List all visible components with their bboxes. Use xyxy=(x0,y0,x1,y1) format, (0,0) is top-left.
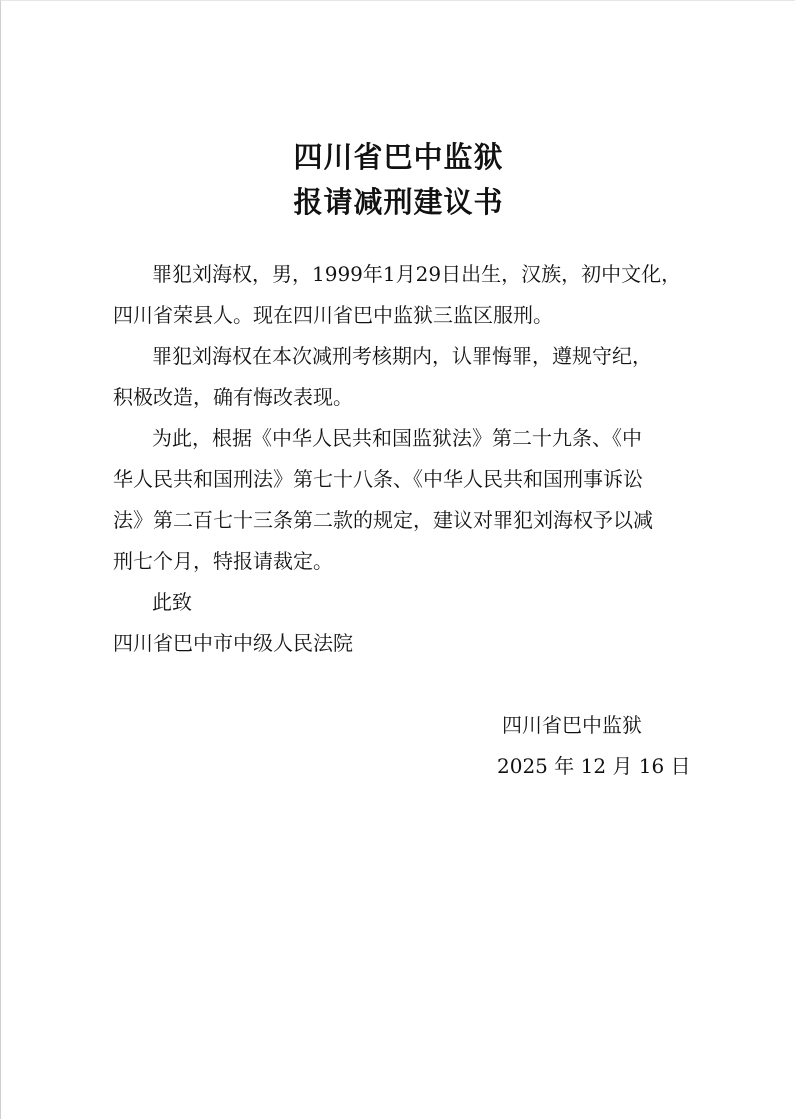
paragraph-2-line-2: 积极改造，确有悔改表现。 xyxy=(113,385,353,409)
paragraph-3-line-1: 为此，根据《中华人民共和国监狱法》第二十九条、《中 xyxy=(152,426,642,450)
recipient-court: 四川省巴中市中级人民法院 xyxy=(113,631,353,655)
document-title-line-2: 报请减刑建议书 xyxy=(293,185,504,219)
paragraph-1-line-1: 罪犯刘海权，男，1999年1月29日出生，汉族，初中文化， xyxy=(152,262,682,286)
paragraph-3-line-4: 刑七个月，特报请裁定。 xyxy=(113,549,333,573)
paragraph-2-line-1: 罪犯刘海权在本次减刑考核期内，认罪悔罪，遵规守纪， xyxy=(152,344,652,368)
paragraph-3-line-3: 法》第二百七十三条第二款的规定，建议对罪犯刘海权予以减 xyxy=(113,508,653,532)
paragraph-3-line-2: 华人民共和国刑法》第七十八条、《中华人民共和国刑事诉讼 xyxy=(113,467,643,491)
signature-organization: 四川省巴中监狱 xyxy=(502,713,642,737)
document-title-line-1: 四川省巴中监狱 xyxy=(293,140,504,174)
salutation: 此致 xyxy=(152,590,192,614)
paragraph-1-line-2: 四川省荣县人。现在四川省巴中监狱三监区服刑。 xyxy=(113,303,553,327)
signature-date: 2025 年 12 月 16 日 xyxy=(497,754,691,778)
